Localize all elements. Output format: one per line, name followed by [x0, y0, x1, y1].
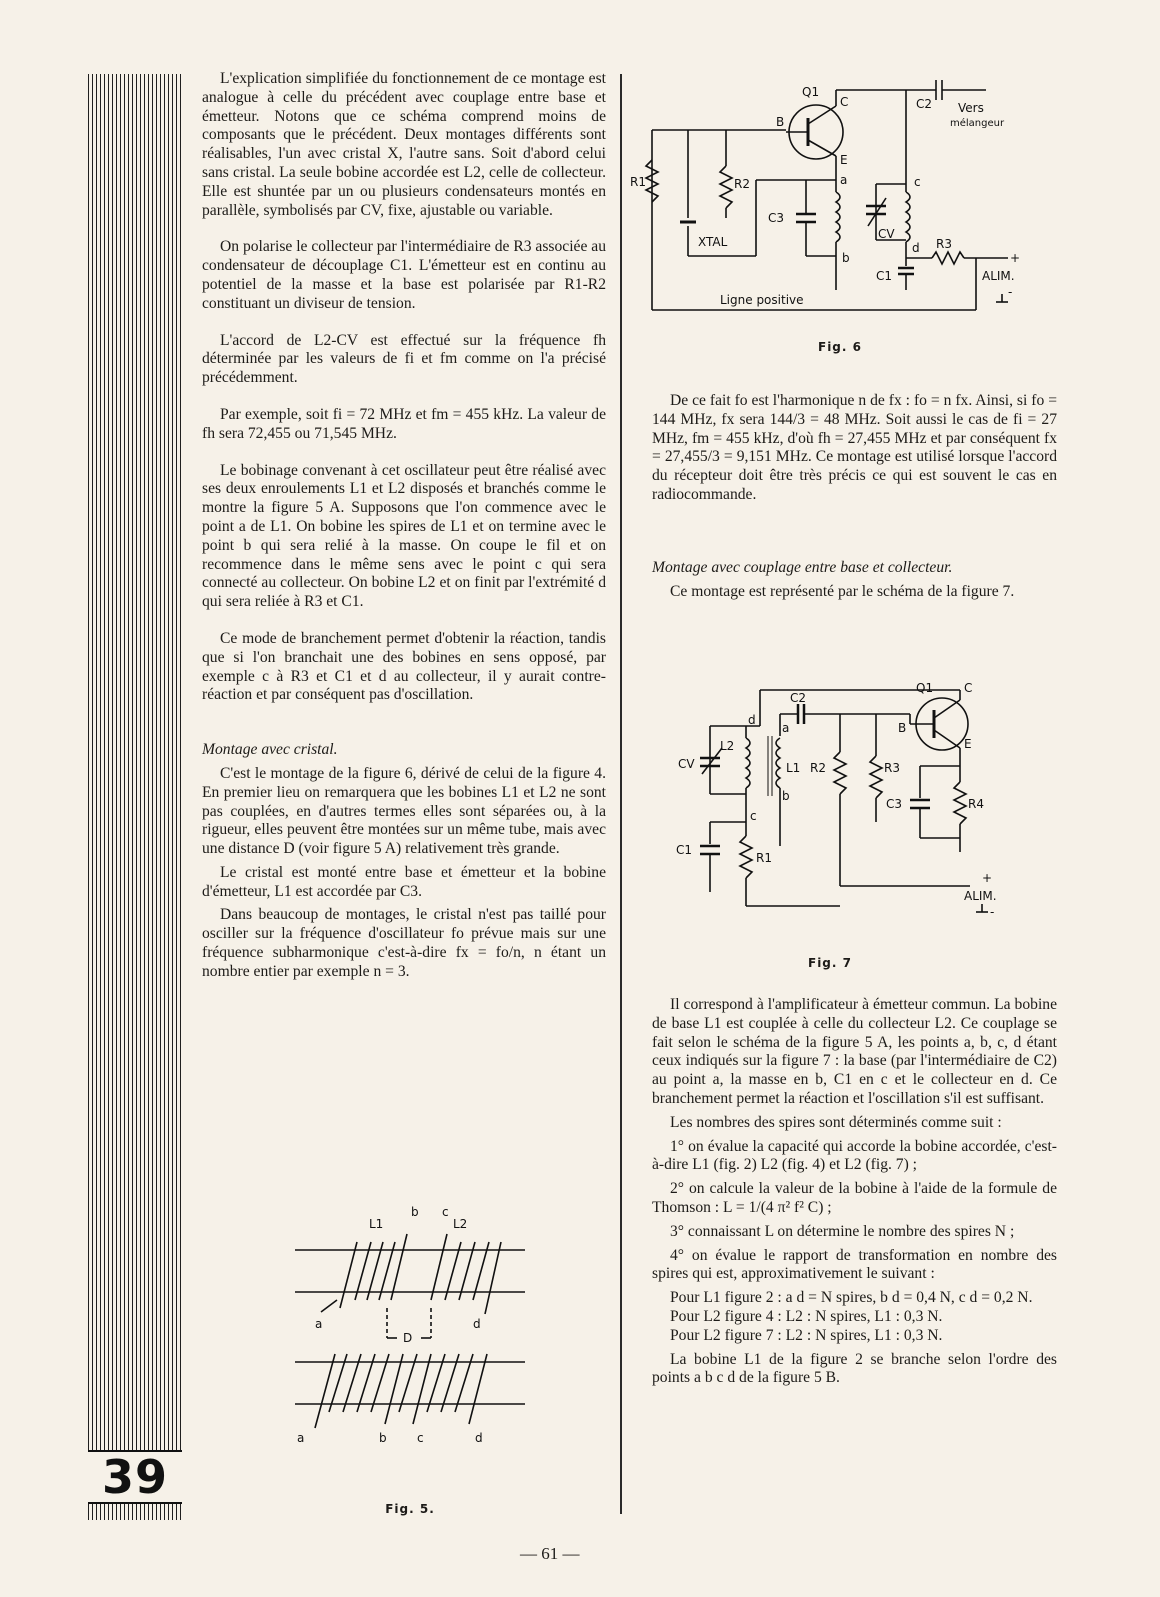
paragraph: 3° connaissant L on détermine le nombre des spires N ;	[670, 1222, 1015, 1240]
paragraph: Par exemple, soit fi = 72 MHz et fm = 455 kHz. La valeur de fh sera 72,455 ou 71,545 MHz.	[202, 405, 606, 442]
fig6-label-B: B	[776, 115, 785, 129]
right-column-bottom	[652, 996, 1057, 1388]
fig7-label-C3: C3	[886, 797, 903, 811]
fig6-label-a: a	[840, 173, 848, 187]
fig7-label-L2: L2	[720, 739, 735, 753]
fig7-label-a: a	[782, 721, 790, 735]
figure-6-caption: Fig. 6	[818, 340, 862, 354]
fig5-label-L2: L2	[453, 1217, 468, 1231]
figure-6-crystal-oscillator-schematic	[630, 80, 1056, 320]
fig6-label-C3: C3	[768, 211, 785, 225]
fig6-label-R1: R1	[630, 175, 646, 189]
fig6-label-melangeur: mélangeur	[950, 118, 1005, 129]
paragraph: On polarise le collecteur par l'intermédiaire de R3 associée au condensateur de découplage C1. L'émetteur est en continu au potentiel de la masse et la base est polarisée par R1-R2 constituant un diviseur de tension.	[202, 238, 606, 312]
right-column-top	[652, 392, 1057, 601]
fig7-label-C1: C1	[676, 843, 693, 857]
fig5-label-d-bottom: d	[475, 1431, 483, 1445]
fig6-label-ligne: Ligne positive	[720, 293, 804, 307]
paragraph: La bobine L1 de la figure 2 se branche selon l'ordre des points a b c d de la figure 5 B.	[652, 1350, 1057, 1387]
paragraph: Les nombres des spires sont déterminés comme suit :	[670, 1113, 1002, 1131]
fig5-label-b-bottom: b	[379, 1431, 387, 1445]
fig6-label-minus: -	[1008, 285, 1013, 299]
fig7-label-Q1: Q1	[916, 681, 934, 695]
fig5-label-D: D	[403, 1331, 413, 1345]
paragraph: Ce montage est représenté par le schéma de la figure 7.	[670, 582, 1015, 600]
fig5-label-c-bottom: c	[417, 1431, 424, 1445]
fig7-label-R1: R1	[756, 851, 772, 865]
fig6-label-CV: CV	[878, 227, 895, 241]
paragraph: Le bobinage convenant à cet oscillateur peut être réalisé avec ses deux enroulements L1 et L2 disposés et branchés comme le montre la figure 5 A. Supposons que l'on commence avec le point a de L1. On bobine les spires de L1 et on termine avec le point b qui sera relié à la masse. On coupe le fil et on recommence dans le même sens avec le point c qui sera connecté au collecteur. On bobine L2 et on finit par l'extrémité d qui sera reliée à R3 et C1.	[202, 461, 606, 611]
fig7-label-C2: C2	[790, 691, 807, 705]
fig6-label-Q1: Q1	[802, 85, 820, 99]
fig7-label-R4: R4	[968, 797, 984, 811]
page-number: — 61 —	[520, 1544, 580, 1563]
fig7-label-R2: R2	[810, 761, 826, 775]
fig7-label-b: b	[782, 789, 790, 803]
fig7-label-plus: +	[982, 871, 993, 885]
fig7-label-alim: ALIM.	[964, 889, 997, 903]
fig6-label-vers: Vers	[958, 101, 984, 115]
fig7-label-CV: CV	[678, 757, 695, 771]
figure-7-caption: Fig. 7	[808, 956, 852, 970]
paragraph: 4° on évalue le rapport de transformation en nombre des spires qui est, approximativement le suivant :	[652, 1246, 1057, 1283]
column-divider	[620, 74, 622, 1514]
paragraph: Il correspond à l'amplificateur à émetteur commun. La bobine de base L1 est couplée à celle du collecteur L2. Ce couplage se fait selon le schéma de la figure 5 A, les points a, b, c, d étant ceux indiqués sur la figure 7 : la base (par l'intermédiaire de C2) au point a, la masse en b, C1 en c et le collecteur en d. Ce branchement permet la réaction et l'oscillation s'il est suffisant.	[652, 996, 1057, 1107]
fig6-label-C: C	[840, 95, 849, 109]
fig6-label-c: c	[914, 175, 921, 189]
left-column	[202, 70, 606, 982]
section-heading: Montage avec cristal.	[202, 741, 338, 759]
fig7-label-minus: -	[990, 905, 995, 919]
fig6-label-d: d	[912, 241, 920, 255]
fig6-label-plus: +	[1010, 251, 1021, 265]
fig7-label-B: B	[898, 721, 907, 735]
fig5-label-d: d	[473, 1317, 481, 1331]
paragraph: Dans beaucoup de montages, le cristal n'est pas taillé pour osciller sur la fréquence d'oscillateur fo prévue mais sur une fréquence subharmonique c'est-à-dire fx = fo/n, n étant un nombre entier par exemple n = 3.	[202, 906, 606, 980]
fig5-label-L1: L1	[369, 1217, 384, 1231]
fig6-label-alim: ALIM.	[982, 269, 1015, 283]
figure-5-coil-diagram	[285, 1205, 545, 1480]
section-heading: Montage avec couplage entre base et collecteur.	[652, 558, 953, 576]
decorative-stripe-band	[88, 74, 182, 1520]
fig6-label-R3: R3	[936, 237, 952, 251]
paragraph: 2° on calcule la valeur de la bobine à l'aide de la formule de Thomson : L = 1/(4 π² f² C) ;	[652, 1180, 1057, 1216]
fig7-label-L1: L1	[786, 761, 801, 775]
fig6-label-C1: C1	[876, 269, 893, 283]
paragraph: C'est le montage de la figure 6, dérivé de celui de la figure 4. En premier lieu on remarquera que les bobines L1 et L2 ne sont pas couplées, en d'autres termes elles sont séparées ou, à la rigueur, elles peuvent être montées sur un même tube, mais avec une distance D (voir figure 5 A) relativement très grande.	[202, 764, 606, 858]
figure-7-base-collector-schematic	[676, 681, 1030, 936]
paragraph: Le cristal est monté entre base et émetteur et la bobine d'émetteur, L1 est accordée par C3.	[202, 863, 606, 900]
paragraph: De ce fait fo est l'harmonique n de fx : fo = n fx. Ainsi, si fo = 144 MHz, fx sera 144/3 = 48 MHz. Soit aussi le cas de fi = 27 MHz, fm = 455 kHz, d'où fh = 27,455 MHz et par conséquent fx = 27,455/3 = 9,151 MHz. Ce montage est utilisé lorsque l'accord du récepteur doit être très précis ce qui est souvent le cas en radiocommande.	[652, 392, 1057, 503]
paragraph: Pour L1 figure 2 : a d = N spires, b d = 0,4 N, c d = 0,2 N.	[670, 1289, 1033, 1307]
fig5-label-b-top: b	[411, 1205, 419, 1219]
paragraph: Pour L2 figure 4 : L2 : N spires, L1 : 0,3 N.	[670, 1307, 943, 1325]
figure-5-caption: Fig. 5.	[385, 1502, 435, 1516]
fig6-label-R2: R2	[734, 177, 750, 191]
fig7-label-c: c	[750, 809, 757, 823]
fig6-label-C2: C2	[916, 97, 933, 111]
fig5-label-c-top: c	[442, 1205, 449, 1219]
paragraph: Ce mode de branchement permet d'obtenir la réaction, tandis que si l'on branchait une des bobines en sens opposé, par exemple c à R3 et C1 et d au collecteur, il y aurait contre-réaction et par conséquent pas d'oscillation.	[202, 629, 606, 704]
fig6-label-E: E	[840, 153, 848, 167]
fig5-label-a: a	[315, 1317, 323, 1331]
chapter-number-badge: 39	[88, 1450, 182, 1504]
fig6-label-XTAL: XTAL	[698, 235, 728, 249]
fig7-label-R3: R3	[884, 761, 900, 775]
paragraph: Pour L2 figure 7 : L2 : N spires, L1 : 0,3 N.	[670, 1326, 943, 1344]
paragraph: L'explication simplifiée du fonctionnement de ce montage est analogue à celle du précédent avec couplage entre base et émetteur. Notons que ce schéma comprend moins de composants que le précédent. Deux montages différents sont réalisables, l'un avec cristal X, l'autre sans. Soit d'abord celui sans cristal. La seule bobine accordée est L2, celle de collecteur. Elle est shuntée par un ou plusieurs condensateurs montés en parallèle, symbolisés par CV, fixe, ajustable ou variable.	[202, 70, 606, 219]
paragraph: 1° on évalue la capacité qui accorde la bobine accordée, c'est-à-dire L1 (fig. 2) L2 (fig. 4) et L2 (fig. 7) ;	[652, 1137, 1057, 1174]
fig5-label-a-bottom: a	[297, 1431, 305, 1445]
fig7-label-E: E	[964, 737, 972, 751]
paragraph: L'accord de L2-CV est effectué sur la fréquence fh déterminée par les valeurs de fi et fm comme on l'a précisé précédemment.	[202, 331, 606, 387]
fig7-label-C: C	[964, 681, 973, 695]
fig7-label-d: d	[748, 713, 756, 727]
fig6-label-b: b	[842, 251, 850, 265]
